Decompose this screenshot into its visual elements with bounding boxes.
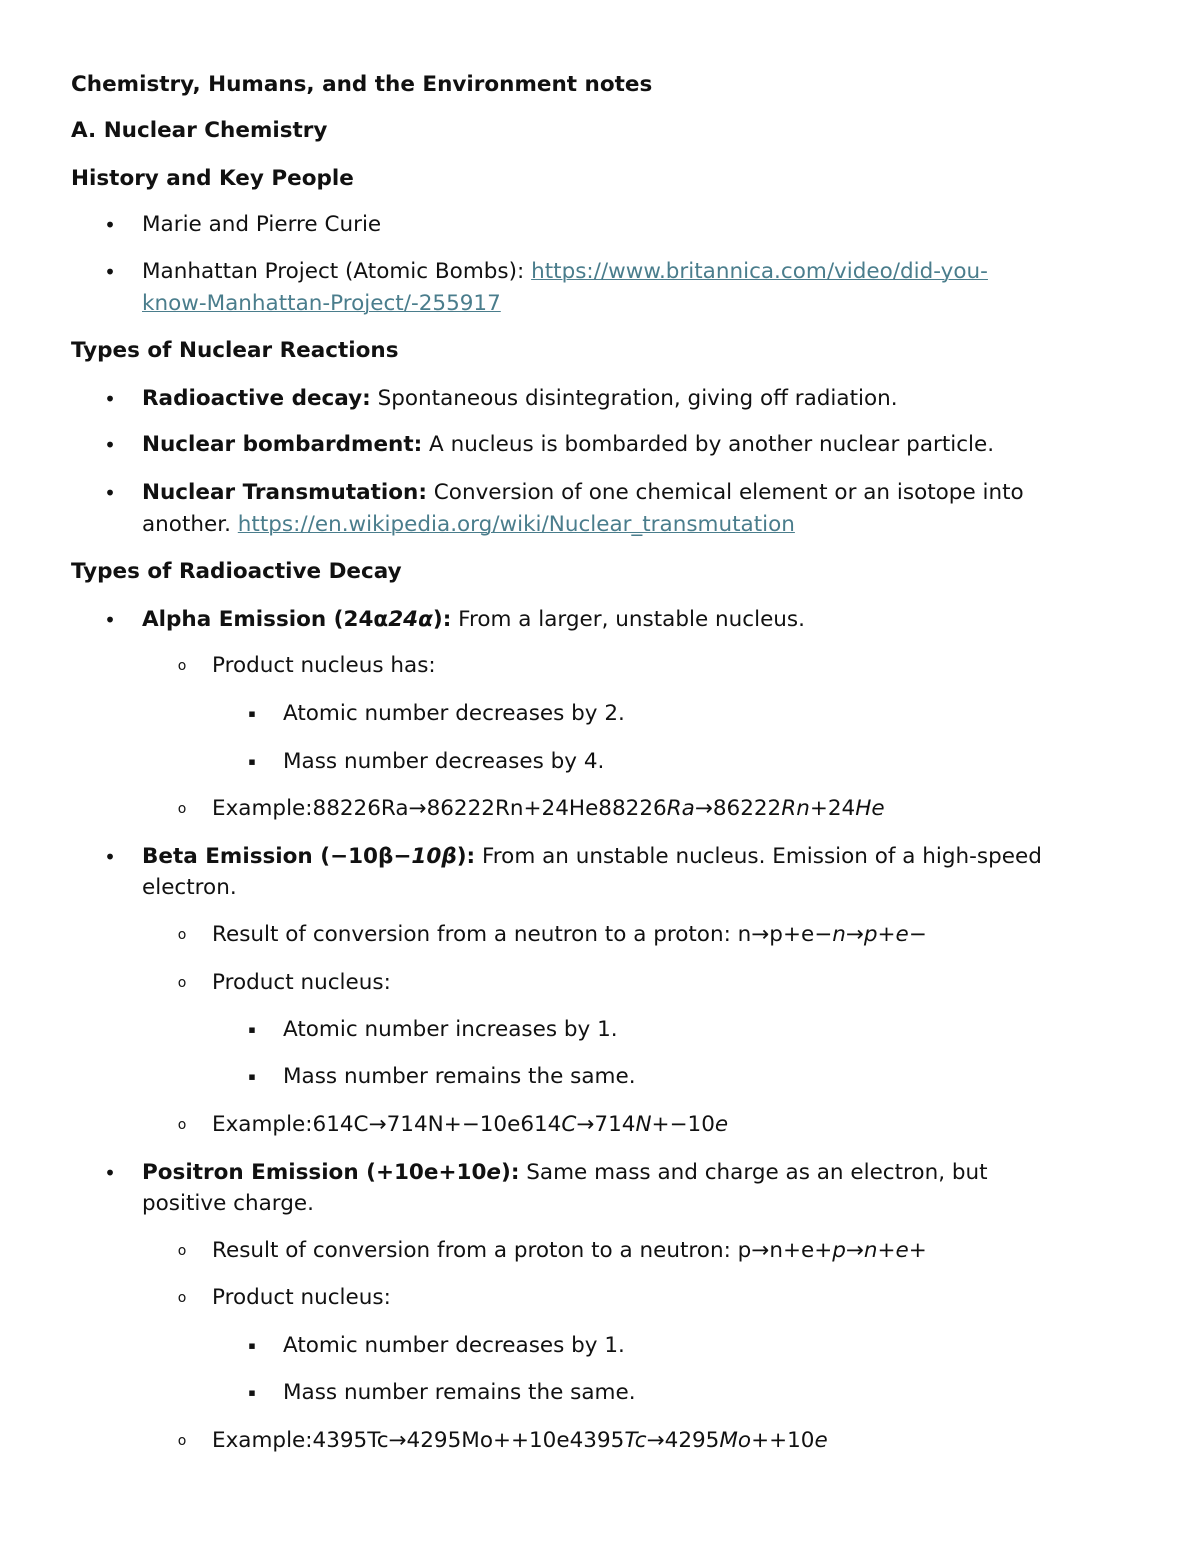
bullet-icon: • <box>104 387 116 411</box>
beta-r-m2: + <box>877 922 896 947</box>
circle-bullet-icon: o <box>177 1433 187 1449</box>
beta-r-i2: p <box>863 922 878 947</box>
reaction-radioactive-decay <box>142 386 898 412</box>
positron-ex-i2: Mo <box>719 1428 752 1453</box>
positron-ex-m1: →4295 <box>646 1428 720 1453</box>
section-heading-a: A. Nuclear Chemistry <box>71 118 328 143</box>
term-radioactive-decay: Radioactive decay: <box>142 386 371 411</box>
positron-emission <box>142 1160 988 1186</box>
history-item-manhattan-text: Manhattan Project (Atomic Bombs): <box>142 259 532 284</box>
alpha-term-end: ): <box>432 607 452 632</box>
reactions-heading: Types of Nuclear Reactions <box>71 338 399 363</box>
positron-ex-plain: Example:4395Tc→4295Mo++10e4395 <box>212 1428 625 1453</box>
beta-sub-atomic: Atomic number increases by 1. <box>283 1017 618 1042</box>
def-nuclear-transmutation: Conversion of one chemical element or an isotope into <box>426 480 1024 505</box>
history-heading: History and Key People <box>71 166 354 191</box>
history-item-curie: Marie and Pierre Curie <box>142 212 382 237</box>
positron-r-m2: + <box>877 1238 896 1263</box>
bullet-icon: • <box>104 260 116 284</box>
britannica-link[interactable]: https://www.britannica.com/video/did-you- <box>531 259 988 284</box>
positron-def-cont: positive charge. <box>142 1191 314 1216</box>
beta-sub-mass: Mass number remains the same. <box>283 1064 636 1089</box>
term-nuclear-bombardment: Nuclear bombardment: <box>142 432 423 457</box>
beta-term-plain: Beta Emission (−10β <box>142 844 394 869</box>
square-bullet-icon: ▪ <box>248 1386 256 1399</box>
circle-bullet-icon: o <box>177 1243 187 1259</box>
square-bullet-icon: ▪ <box>248 1339 256 1352</box>
alpha-term <box>142 607 451 632</box>
beta-r-i1: n <box>832 922 846 947</box>
beta-term-end: ): <box>456 844 476 869</box>
alpha-example <box>212 796 885 822</box>
beta-product: Product nucleus: <box>212 970 391 995</box>
circle-bullet-icon: o <box>177 801 187 817</box>
beta-term-italic: −10β <box>393 844 457 869</box>
beta-ex-i2: N <box>635 1112 652 1137</box>
circle-bullet-icon: o <box>177 975 187 991</box>
positron-r-m1: → <box>845 1238 864 1263</box>
britannica-link-continued[interactable]: know-Manhattan-Project/-255917 <box>142 291 501 316</box>
alpha-ex-m2: +24 <box>809 796 856 821</box>
circle-bullet-icon: o <box>177 1117 187 1133</box>
def-radioactive-decay: Spontaneous disintegration, giving off radiation. <box>370 386 898 411</box>
alpha-emission <box>142 607 805 633</box>
alpha-sub-atomic: Atomic number decreases by 2. <box>283 701 625 726</box>
positron-r-m3: + <box>908 1238 927 1263</box>
alpha-ex-m1: →86222 <box>694 796 782 821</box>
alpha-ex-i3: He <box>855 796 885 821</box>
alpha-def: From a larger, unstable nucleus. <box>451 607 805 632</box>
positron-ex-i1: Tc <box>624 1428 647 1453</box>
beta-result-plain: Result of conversion from a neutron to a proton: n→p+e− <box>212 922 833 947</box>
square-bullet-icon: ▪ <box>248 1070 256 1083</box>
wikipedia-link[interactable]: https://en.wikipedia.org/wiki/Nuclear_transmutation <box>237 512 795 537</box>
beta-emission <box>142 844 1042 870</box>
decay-heading: Types of Radioactive Decay <box>71 559 402 584</box>
positron-result-plain: Result of conversion from a proton to a neutron: p→n+e+ <box>212 1238 833 1263</box>
britannica-link-wrap <box>142 291 501 317</box>
beta-ex-m2: +−10 <box>651 1112 715 1137</box>
history-item-manhattan <box>142 259 988 285</box>
term-nuclear-transmutation: Nuclear Transmutation: <box>142 480 427 505</box>
square-bullet-icon: ▪ <box>248 1023 256 1036</box>
beta-ex-i3: e <box>714 1112 729 1137</box>
alpha-term-plain: Alpha Emission (24α <box>142 607 389 632</box>
positron-r-i1: p <box>832 1238 846 1263</box>
circle-bullet-icon: o <box>177 658 187 674</box>
positron-term-end: ): <box>501 1160 520 1185</box>
positron-sub-mass: Mass number remains the same. <box>283 1380 636 1405</box>
beta-ex-i1: C <box>561 1112 577 1137</box>
beta-ex-plain: Example:614C→714N+−10e614 <box>212 1112 562 1137</box>
beta-def: From an unstable nucleus. Emission of a high-speed <box>475 844 1042 869</box>
positron-ex-m2: ++10 <box>751 1428 815 1453</box>
bullet-icon: • <box>104 481 116 505</box>
bullet-icon: • <box>104 1161 116 1185</box>
beta-r-m3: − <box>908 922 927 947</box>
positron-def: Same mass and charge as an electron, but <box>519 1160 988 1185</box>
square-bullet-icon: ▪ <box>248 755 256 768</box>
reaction-nuclear-transmutation-cont <box>142 512 795 538</box>
positron-term <box>142 1160 519 1185</box>
positron-term-plain: Positron Emission (+10e+10 <box>142 1160 487 1185</box>
beta-example <box>212 1112 728 1138</box>
circle-bullet-icon: o <box>177 1290 187 1306</box>
positron-sub-atomic: Atomic number decreases by 1. <box>283 1333 625 1358</box>
square-bullet-icon: ▪ <box>248 707 256 720</box>
beta-r-i3: e <box>895 922 909 947</box>
beta-r-m1: → <box>845 922 864 947</box>
def-nuclear-bombardment: A nucleus is bombarded by another nuclear particle. <box>422 432 995 457</box>
positron-r-i2: n <box>863 1238 878 1263</box>
positron-ex-i3: e <box>814 1428 828 1453</box>
bullet-icon: • <box>104 433 116 457</box>
beta-result <box>212 922 927 948</box>
positron-product: Product nucleus: <box>212 1285 391 1310</box>
alpha-term-italic: 24α <box>388 607 433 632</box>
circle-bullet-icon: o <box>177 927 187 943</box>
reaction-nuclear-transmutation <box>142 480 1024 506</box>
document-title: Chemistry, Humans, and the Environment notes <box>71 72 653 97</box>
beta-term <box>142 844 475 869</box>
def-nuclear-transmutation-2: another. <box>142 512 238 537</box>
bullet-icon: • <box>104 608 116 632</box>
alpha-ex-i1: Ra <box>666 796 695 821</box>
positron-term-italic: e <box>486 1160 501 1185</box>
alpha-sub-mass: Mass number decreases by 4. <box>283 749 605 774</box>
positron-r-i3: e <box>895 1238 909 1263</box>
beta-ex-m1: →714 <box>576 1112 636 1137</box>
alpha-ex-plain: Example:88226Ra→86222Rn+24He88226 <box>212 796 667 821</box>
reaction-nuclear-bombardment <box>142 432 994 458</box>
positron-example <box>212 1428 828 1454</box>
bullet-icon: • <box>104 845 116 869</box>
bullet-icon: • <box>104 213 116 237</box>
alpha-ex-i2: Rn <box>781 796 810 821</box>
alpha-product: Product nucleus has: <box>212 653 436 678</box>
beta-def-cont: electron. <box>142 875 237 900</box>
positron-result <box>212 1238 927 1264</box>
